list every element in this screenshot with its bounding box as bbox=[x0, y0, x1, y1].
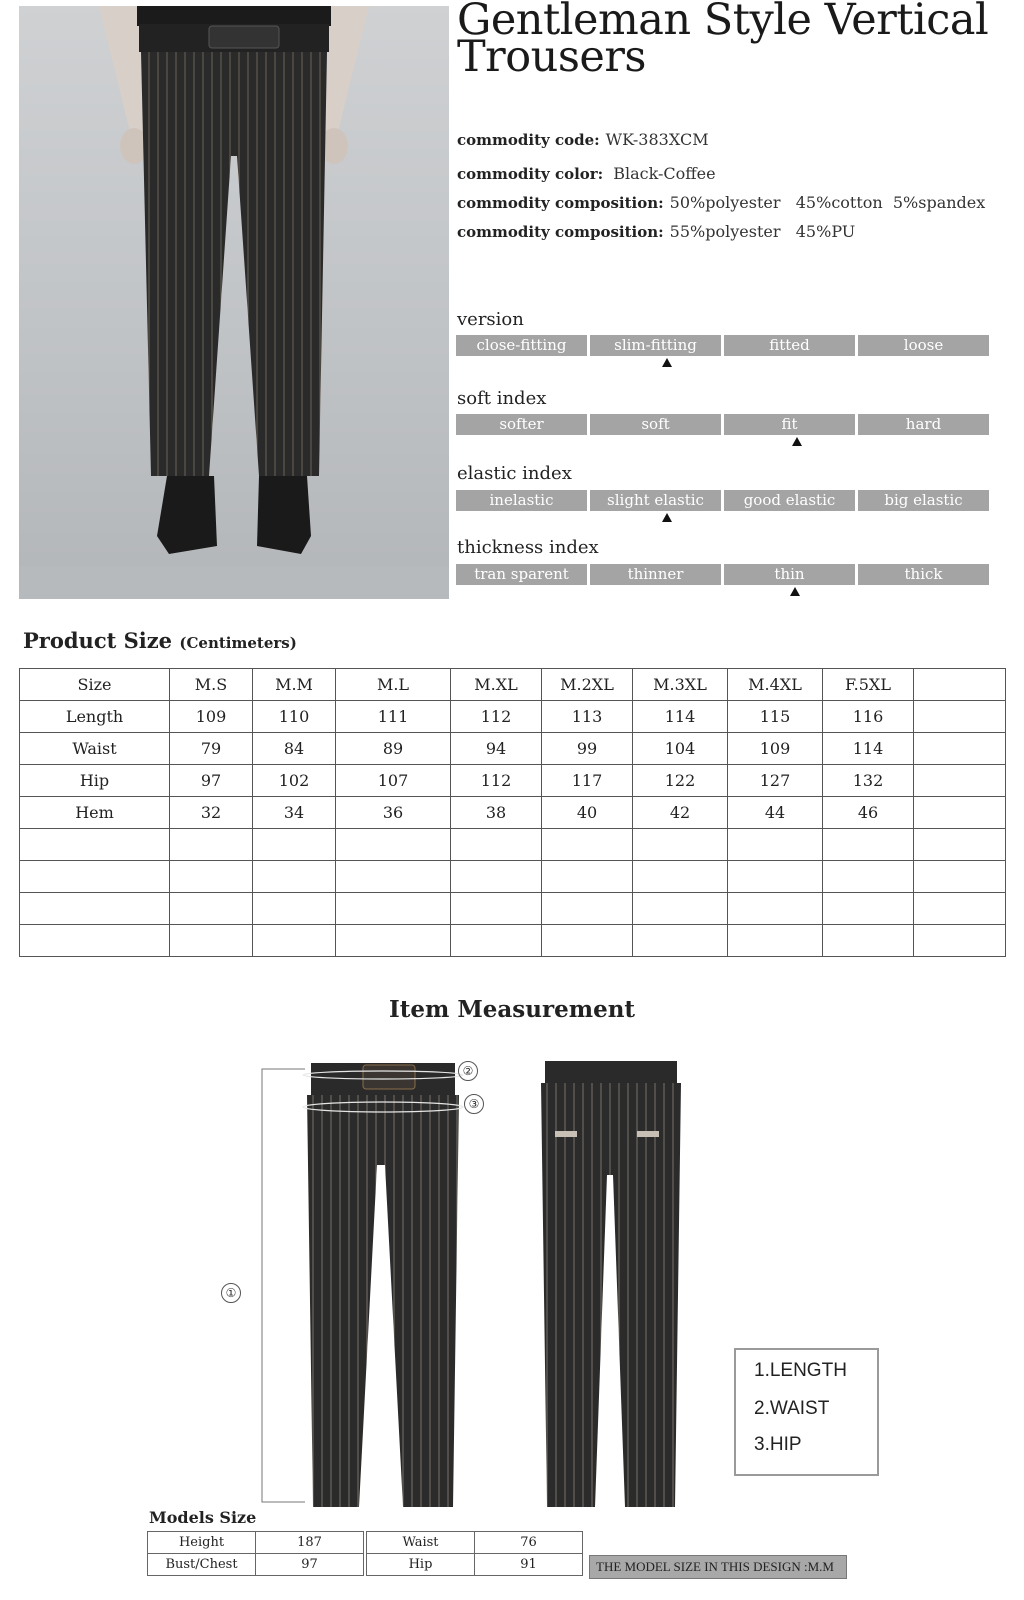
size-table-cell bbox=[914, 765, 1006, 797]
spec-label: commodity composition: bbox=[457, 223, 664, 241]
table-row bbox=[20, 861, 1006, 893]
size-table-cell: 114 bbox=[823, 733, 914, 765]
elastic-index-selected-marker bbox=[662, 513, 672, 522]
spec-composition-1 bbox=[457, 193, 985, 212]
size-table-cell bbox=[253, 893, 336, 925]
size-table-cell: 122 bbox=[633, 765, 728, 797]
size-table-header-cell: F.5XL bbox=[823, 669, 914, 701]
soft-index-option: soft bbox=[590, 414, 721, 435]
size-table-cell: 109 bbox=[728, 733, 823, 765]
size-table-cell bbox=[451, 925, 542, 957]
size-table-cell bbox=[728, 829, 823, 861]
size-table-header-cell: M.S bbox=[170, 669, 253, 701]
size-table-cell bbox=[914, 925, 1006, 957]
size-table-cell: 112 bbox=[451, 765, 542, 797]
thickness-index-selected-marker bbox=[790, 587, 800, 596]
soft-index-selected-marker bbox=[792, 437, 802, 446]
soft-index-option: hard bbox=[858, 414, 989, 435]
model-wearing-trousers-illustration bbox=[19, 6, 449, 599]
size-table-cell bbox=[728, 861, 823, 893]
model-measure-value: 91 bbox=[475, 1554, 583, 1576]
legend-hip: 3.HIP bbox=[754, 1434, 802, 1455]
version-selected-marker bbox=[662, 358, 672, 367]
size-table-cell bbox=[914, 733, 1006, 765]
size-table-cell: 110 bbox=[253, 701, 336, 733]
spec-value: 50%polyester 45%cotton 5%spandex bbox=[669, 193, 986, 212]
product-size-title: Product Size bbox=[23, 628, 173, 653]
size-table-cell bbox=[633, 861, 728, 893]
size-table-cell: 79 bbox=[170, 733, 253, 765]
model-measure-label: Height bbox=[148, 1532, 256, 1554]
size-table-cell bbox=[336, 829, 451, 861]
size-table-cell: 46 bbox=[823, 797, 914, 829]
size-table-cell: 109 bbox=[170, 701, 253, 733]
size-table-cell bbox=[170, 829, 253, 861]
product-photo bbox=[19, 6, 449, 599]
size-table-cell bbox=[914, 797, 1006, 829]
size-table-cell bbox=[451, 861, 542, 893]
size-table-cell: 42 bbox=[633, 797, 728, 829]
size-table-cell: 32 bbox=[170, 797, 253, 829]
elastic-index-option: inelastic bbox=[456, 490, 587, 511]
table-row bbox=[20, 733, 1006, 765]
size-table-header-cell: M.2XL bbox=[542, 669, 633, 701]
model-measure-label: Waist bbox=[367, 1532, 475, 1554]
version-option: slim-fitting bbox=[590, 335, 721, 356]
size-table-cell: 99 bbox=[542, 733, 633, 765]
size-table-cell bbox=[336, 861, 451, 893]
size-table-cell bbox=[542, 925, 633, 957]
table-row bbox=[20, 797, 1006, 829]
size-table-cell bbox=[914, 861, 1006, 893]
spec-label: commodity composition: bbox=[457, 194, 664, 212]
table-row bbox=[20, 765, 1006, 797]
size-table-header-row bbox=[20, 669, 1006, 701]
size-table-cell bbox=[253, 861, 336, 893]
thickness-index-option: thin bbox=[724, 564, 855, 585]
size-table-cell bbox=[336, 925, 451, 957]
table-row bbox=[20, 893, 1006, 925]
front-view-trousers bbox=[303, 1063, 463, 1507]
size-table-cell bbox=[253, 925, 336, 957]
version-option: fitted bbox=[724, 335, 855, 356]
models-size-table-left bbox=[147, 1531, 364, 1576]
size-table-cell: 36 bbox=[336, 797, 451, 829]
thickness-index-option: thick bbox=[858, 564, 989, 585]
legend-waist: 2.WAIST bbox=[754, 1398, 830, 1419]
size-table-cell bbox=[336, 893, 451, 925]
size-table-cell: 115 bbox=[728, 701, 823, 733]
thickness-index-option: tran sparent bbox=[456, 564, 587, 585]
spec-value: WK-383XCM bbox=[605, 130, 709, 149]
size-table-cell bbox=[170, 861, 253, 893]
elastic-index-scale bbox=[456, 490, 989, 511]
spec-code bbox=[457, 130, 709, 149]
version-label: version bbox=[457, 309, 524, 330]
size-table-cell bbox=[914, 701, 1006, 733]
size-table-cell: 132 bbox=[823, 765, 914, 797]
size-table-cell bbox=[728, 893, 823, 925]
table-row bbox=[20, 925, 1006, 957]
size-table-cell bbox=[170, 925, 253, 957]
size-table-header-cell: M.4XL bbox=[728, 669, 823, 701]
product-size-unit: (Centimeters) bbox=[179, 634, 297, 652]
table-row bbox=[367, 1532, 583, 1554]
version-option: loose bbox=[858, 335, 989, 356]
elastic-index-label: elastic index bbox=[457, 463, 572, 484]
size-table-cell: 84 bbox=[253, 733, 336, 765]
size-table bbox=[19, 668, 1006, 957]
table-row bbox=[367, 1554, 583, 1576]
size-table-row-label: Hip bbox=[20, 765, 170, 797]
spec-label: commodity color: bbox=[457, 165, 604, 183]
size-table-cell: 38 bbox=[451, 797, 542, 829]
size-table-cell bbox=[451, 829, 542, 861]
measurement-diagram bbox=[255, 1055, 705, 1515]
size-table-cell: 113 bbox=[542, 701, 633, 733]
thickness-index-scale bbox=[456, 564, 989, 585]
soft-index-scale bbox=[456, 414, 989, 435]
size-table-header-cell bbox=[914, 669, 1006, 701]
size-table-row-label: Hem bbox=[20, 797, 170, 829]
length-marker: ① bbox=[221, 1283, 241, 1303]
size-table-header-cell: M.3XL bbox=[633, 669, 728, 701]
size-table-cell bbox=[728, 925, 823, 957]
model-measure-value: 76 bbox=[475, 1532, 583, 1554]
size-table-cell bbox=[170, 893, 253, 925]
back-view-trousers bbox=[541, 1061, 681, 1507]
product-size-heading bbox=[23, 628, 297, 653]
table-row bbox=[148, 1554, 364, 1576]
size-table-row-label bbox=[20, 829, 170, 861]
legend-length: 1.LENGTH bbox=[754, 1360, 847, 1381]
model-measure-value: 97 bbox=[256, 1554, 364, 1576]
product-title-line-1: Gentleman Style Vertical bbox=[457, 0, 989, 45]
size-table-cell bbox=[823, 861, 914, 893]
size-table-cell bbox=[542, 829, 633, 861]
size-table-cell bbox=[823, 925, 914, 957]
size-table-header-cell: M.M bbox=[253, 669, 336, 701]
model-size-note: THE MODEL SIZE IN THIS DESIGN :M.M bbox=[589, 1555, 847, 1579]
thickness-index-option: thinner bbox=[590, 564, 721, 585]
size-table-cell: 44 bbox=[728, 797, 823, 829]
size-table-cell bbox=[914, 829, 1006, 861]
size-table-cell bbox=[253, 829, 336, 861]
size-table-cell bbox=[823, 829, 914, 861]
size-table-row-label bbox=[20, 925, 170, 957]
product-title bbox=[457, 0, 1017, 82]
size-table-header-cell: Size bbox=[20, 669, 170, 701]
models-size-heading: Models Size bbox=[149, 1508, 257, 1527]
size-table-cell: 107 bbox=[336, 765, 451, 797]
hip-marker: ③ bbox=[464, 1094, 484, 1114]
size-table-row-label bbox=[20, 861, 170, 893]
size-table-cell: 117 bbox=[542, 765, 633, 797]
elastic-index-option: good elastic bbox=[724, 490, 855, 511]
table-row bbox=[148, 1532, 364, 1554]
size-table-cell: 127 bbox=[728, 765, 823, 797]
size-table-cell: 114 bbox=[633, 701, 728, 733]
size-table-cell bbox=[914, 893, 1006, 925]
size-table-row-label bbox=[20, 893, 170, 925]
size-table-cell bbox=[633, 829, 728, 861]
size-table-cell: 94 bbox=[451, 733, 542, 765]
table-row bbox=[20, 829, 1006, 861]
size-table-cell: 111 bbox=[336, 701, 451, 733]
size-table-cell bbox=[823, 893, 914, 925]
spec-composition-2 bbox=[457, 222, 855, 241]
soft-index-label: soft index bbox=[457, 388, 547, 409]
elastic-index-option: big elastic bbox=[858, 490, 989, 511]
size-table-header-cell: M.XL bbox=[451, 669, 542, 701]
table-row bbox=[20, 701, 1006, 733]
product-title-line-2: Trousers bbox=[457, 32, 646, 82]
size-table-cell bbox=[542, 893, 633, 925]
size-table-cell: 97 bbox=[170, 765, 253, 797]
soft-index-option: fit bbox=[724, 414, 855, 435]
size-table-cell bbox=[542, 861, 633, 893]
size-table-cell bbox=[633, 925, 728, 957]
size-table-row-label: Length bbox=[20, 701, 170, 733]
size-table-row-label: Waist bbox=[20, 733, 170, 765]
size-table-cell: 34 bbox=[253, 797, 336, 829]
size-table-cell: 102 bbox=[253, 765, 336, 797]
size-table-cell: 89 bbox=[336, 733, 451, 765]
measurement-legend bbox=[734, 1348, 879, 1476]
spec-label: commodity code: bbox=[457, 131, 600, 149]
model-measure-value: 187 bbox=[256, 1532, 364, 1554]
models-size-table-right bbox=[366, 1531, 583, 1576]
size-table-cell: 104 bbox=[633, 733, 728, 765]
size-table-cell: 40 bbox=[542, 797, 633, 829]
soft-index-option: softer bbox=[456, 414, 587, 435]
model-measure-label: Bust/Chest bbox=[148, 1554, 256, 1576]
thickness-index-label: thickness index bbox=[457, 537, 599, 558]
spec-value: Black-Coffee bbox=[613, 164, 716, 183]
size-table-cell: 112 bbox=[451, 701, 542, 733]
size-table-cell bbox=[451, 893, 542, 925]
size-table-cell: 116 bbox=[823, 701, 914, 733]
spec-value: 55%polyester 45%PU bbox=[669, 222, 856, 241]
model-measure-label: Hip bbox=[367, 1554, 475, 1576]
item-measurement-heading: Item Measurement bbox=[388, 996, 636, 1023]
size-table-cell bbox=[633, 893, 728, 925]
version-scale bbox=[456, 335, 989, 356]
elastic-index-option: slight elastic bbox=[590, 490, 721, 511]
spec-color bbox=[457, 164, 716, 183]
waist-marker: ② bbox=[458, 1061, 478, 1081]
size-table-header-cell: M.L bbox=[336, 669, 451, 701]
version-option: close-fitting bbox=[456, 335, 587, 356]
